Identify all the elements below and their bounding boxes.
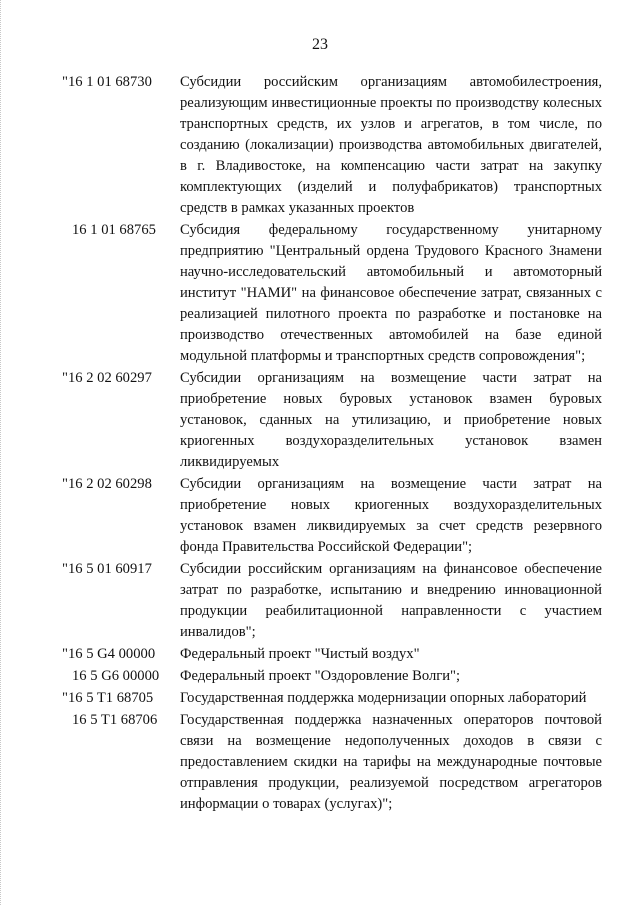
list-item (62, 220, 602, 367)
list-item (62, 666, 602, 687)
list-item (62, 644, 602, 665)
budget-code: "16 5 T1 68705 (62, 690, 154, 706)
budget-code: 16 5 T1 68706 (72, 712, 158, 728)
budget-description: Субсидии организациям на возмещение части затрат на приобретение новых криогенных воздухоразделительных установок взамен ликвидируемых за счет средств резервного фонда Правительства Российской Федерации"; (180, 476, 602, 555)
list-item (62, 688, 602, 709)
scan-edge (0, 0, 2, 905)
budget-description: Субсидии российским организациям на финансовое обеспечение затрат по разработке, испытанию и внедрению инновационной продукции реабилитационной направленности с участием инвалидов"; (180, 561, 602, 640)
budget-description: Государственная поддержка назначенных операторов почтовой связи на возмещение недополученных доходов в связи с предоставлением скидки на тарифы на международные почтовые отправления продукции, реализуемой посредством агрегаторов информации о товарах (услугах)"; (180, 712, 602, 812)
budget-code: "16 5 G4 00000 (62, 646, 156, 662)
budget-code: "16 2 02 60298 (62, 476, 152, 492)
list-item (62, 72, 602, 219)
budget-description: Субсидии организациям на возмещение части затрат на приобретение новых буровых установок взамен буровых установок, сданных на утилизацию, и приобретение новых криогенных воздухоразделительных установок взамен ликвидируемых (180, 370, 602, 470)
budget-description: Государственная поддержка модернизации опорных лабораторий (180, 690, 587, 706)
list-item (62, 368, 602, 473)
budget-code-list (62, 72, 602, 816)
budget-code: 16 1 01 68765 (72, 222, 156, 238)
budget-code: "16 1 01 68730 (62, 74, 152, 90)
budget-description: Субсидии российским организациям автомобилестроения, реализующим инвестиционные проекты по производству колесных транспортных средств, их узлов и агрегатов, в том числе, по созданию (локализации) производства автомобильных двигателей, в г. Владивостоке, на компенсацию части затрат на закупку комплектующих (изделий и полуфабрикатов) транспортных средств в рамках указанных проектов (180, 74, 602, 216)
list-item (62, 474, 602, 558)
budget-description: Федеральный проект "Оздоровление Волги"; (180, 668, 461, 684)
budget-description: Субсидия федеральному государственному унитарному предприятию "Центральный ордена Трудового Красного Знамени научно-исследовательский автомобильный и автомоторный институт "НАМИ" на финансовое обеспечение затрат, связанных с реализацией пилотного проекта по разработке и постановке на производство отечественных автомобилей на базе единой модульной платформы и транспортных средств сопровождения"; (180, 222, 602, 364)
page-number: 23 (312, 36, 328, 53)
list-item (62, 559, 602, 643)
budget-code: 16 5 G6 00000 (72, 668, 160, 684)
budget-code: "16 2 02 60297 (62, 370, 152, 386)
list-item (62, 710, 602, 815)
budget-description: Федеральный проект "Чистый воздух" (180, 646, 420, 662)
budget-code: "16 5 01 60917 (62, 561, 152, 577)
